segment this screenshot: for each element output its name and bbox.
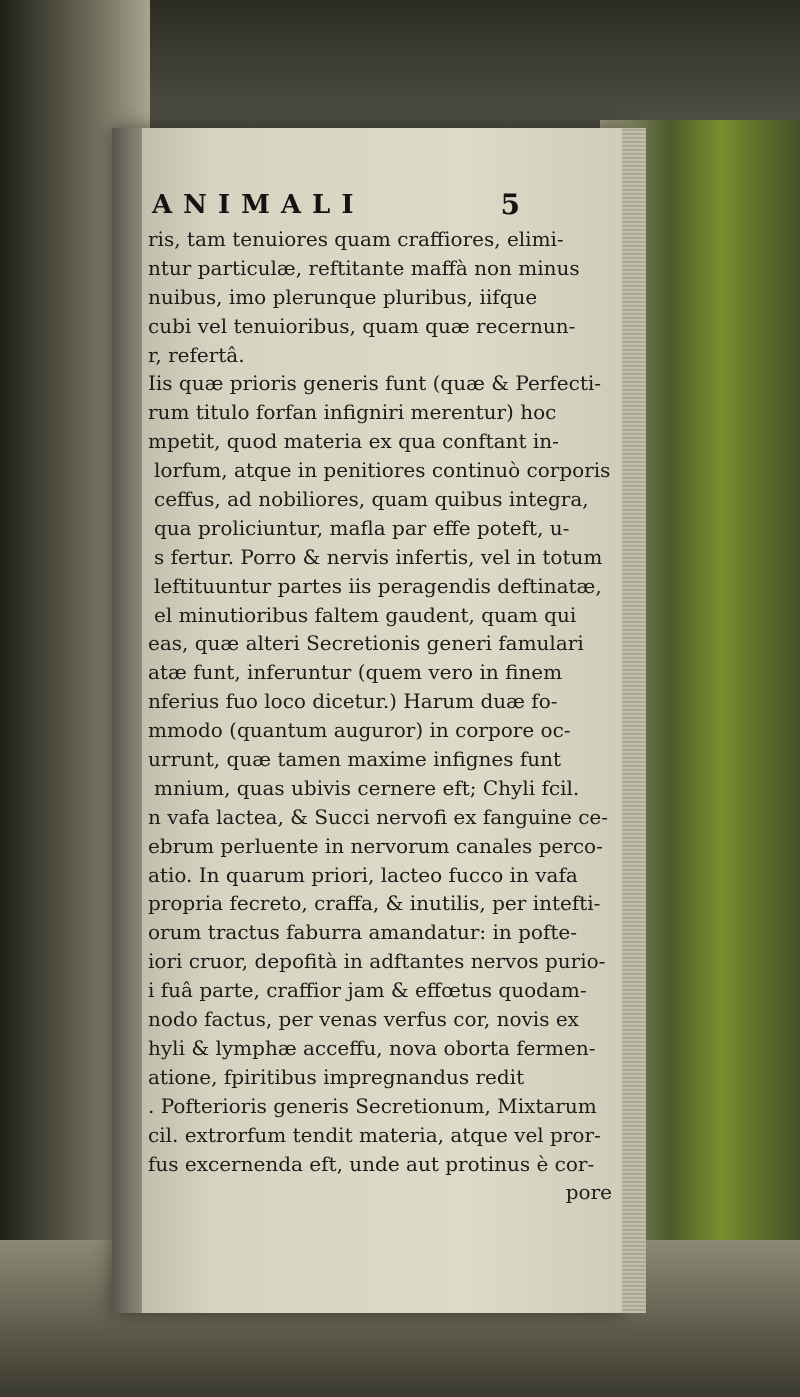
text-line: cil. extrorfum tendit materia, atque vel pror- bbox=[148, 1122, 601, 1147]
text-line: orum tractus faburra amandatur: in pofte- bbox=[148, 920, 577, 945]
text-line: cubi vel tenuioribus, quam quæ recernun- bbox=[148, 313, 576, 338]
text-line: mnium, quas ubivis cernere eft; Chyli fcil. bbox=[154, 775, 580, 800]
catchword: pore bbox=[565, 1180, 612, 1205]
text-block bbox=[148, 225, 622, 1207]
page-fore-edge bbox=[622, 128, 646, 1313]
text-line: atio. In quarum priori, lacteo fucco in vafa bbox=[148, 862, 578, 887]
text-line: i fuâ parte, craffior jam & effœtus quodam- bbox=[148, 978, 587, 1003]
text-line: lorfum, atque in penitiores continuò corporis bbox=[154, 458, 611, 483]
text-line: leftituuntur partes iis peragendis deftinatæ, bbox=[154, 573, 602, 598]
text-line: mpetit, quod materia ex qua conftant in- bbox=[148, 429, 559, 454]
text-line: Iis quæ prioris generis funt (quæ & Perfecti- bbox=[148, 371, 602, 396]
text-line: ebrum perluente in nervorum canales perco- bbox=[148, 833, 603, 858]
text-line: eas, quæ alteri Secretionis generi famulari bbox=[148, 631, 584, 656]
text-line: propria fecreto, craffa, & inutilis, per intefti- bbox=[148, 891, 601, 916]
text-line: el minutioribus faltem gaudent, quam qui bbox=[154, 602, 577, 627]
text-line: nferius fuo loco dicetur.) Harum duæ fo- bbox=[148, 689, 558, 714]
running-head: ANIMALI bbox=[152, 190, 365, 220]
text-line: ntur particulæ, reftitante maffà non minus bbox=[148, 255, 580, 280]
text-line: atæ funt, inferuntur (quem vero in finem bbox=[148, 660, 563, 685]
text-line: ris, tam tenuiores quam craffiores, elimi- bbox=[148, 227, 564, 251]
text-line: nuibus, imo plerunque pluribus, iifque bbox=[148, 284, 538, 309]
page-number: 5 bbox=[500, 188, 520, 221]
text-line: fus excernenda eft, unde aut protinus è cor- bbox=[148, 1151, 595, 1176]
text-line: ceffus, ad nobiliores, quam quibus integra, bbox=[154, 487, 589, 512]
text-line: rum titulo forfan infigniri merentur) hoc bbox=[148, 400, 557, 425]
text-line: . Pofterioris generis Secretionum, Mixtarum bbox=[148, 1093, 597, 1118]
text-line: qua proliciuntur, mafla par effe poteft, u- bbox=[154, 515, 570, 540]
text-line: atione, fpiritibus impregnandus redit bbox=[148, 1064, 525, 1089]
text-line: iori cruor, depofità in adftantes nervos purio- bbox=[148, 949, 606, 974]
text-line: s fertur. Porro & nervis infertis, vel in totum bbox=[154, 544, 603, 569]
text-line: mmodo (quantum auguror) in corpore oc- bbox=[148, 718, 571, 743]
text-line: hyli & lymphæ acceffu, nova oborta fermen- bbox=[148, 1035, 596, 1060]
text-line: urrunt, quæ tamen maxime infignes funt bbox=[148, 747, 562, 772]
text-line: r, refertâ. bbox=[148, 342, 245, 367]
page-gutter bbox=[112, 128, 142, 1313]
text-line: n vafa lactea, & Succi nervofi ex fanguine ce- bbox=[148, 804, 609, 829]
text-line: nodo factus, per venas verfus cor, novis ex bbox=[148, 1007, 579, 1032]
